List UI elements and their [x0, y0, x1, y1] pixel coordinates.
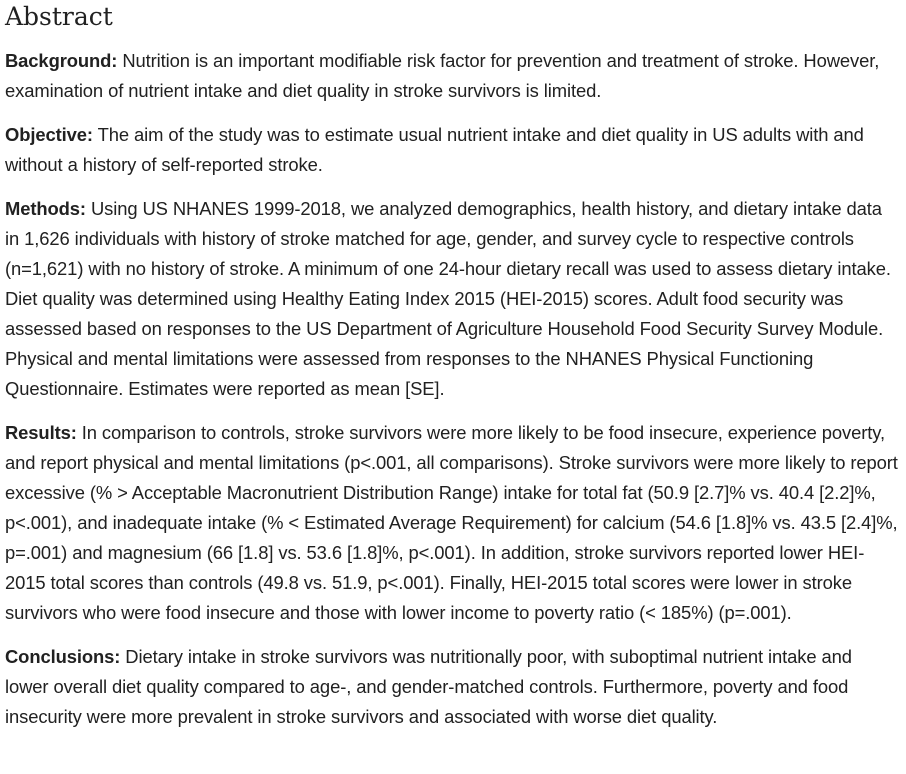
- abstract-section: [0, 2, 906, 732]
- conclusions-text: Dietary intake in stroke survivors was nutritionally poor, with suboptimal nutrient intake and lower overall diet quality compared to age-, and gender-matched controls. Furthermore, poverty and food insecurity were more prevalent in stroke survivors and associated with worse diet quality.: [5, 646, 852, 727]
- background-paragraph: [5, 46, 900, 106]
- background-label: Background:: [5, 50, 118, 71]
- abstract-heading: Abstract: [5, 2, 113, 31]
- background-text: Nutrition is an important modifiable risk factor for prevention and treatment of stroke. However, examination of nutrient intake and diet quality in stroke survivors is limited.: [5, 50, 880, 101]
- results-text: In comparison to controls, stroke survivors were more likely to be food insecure, experience poverty, and report physical and mental limitations (p<.001, all comparisons). Stroke survivors were more likely to report excessive (% > Acceptable Macronutrient Distribution Range) intake for total fat (50.9 [2.7]% vs. 40.4 [2.2]%, p<.001), and inadequate intake (% < Estimated Average Requirement) for calcium (54.6 [1.8]% vs. 43.5 [2.4]%, p=.001) and magnesium (66 [1.8] vs. 53.6 [1.8]%, p<.001). In addition, stroke survivors reported lower HEI-2015 total scores than controls (49.8 vs. 51.9, p<.001). Finally, HEI-2015 total scores were lower in stroke survivors who were food insecure and those with lower income to poverty ratio (< 185%) (p=.001).: [5, 422, 898, 623]
- methods-label: Methods:: [5, 198, 86, 219]
- conclusions-label: Conclusions:: [5, 646, 121, 667]
- methods-paragraph: [5, 194, 900, 404]
- objective-label: Objective:: [5, 124, 93, 145]
- results-paragraph: [5, 418, 900, 628]
- objective-paragraph: [5, 120, 900, 180]
- objective-text: The aim of the study was to estimate usual nutrient intake and diet quality in US adults with and without a history of self-reported stroke.: [5, 124, 864, 175]
- conclusions-paragraph: [5, 642, 900, 732]
- methods-text: Using US NHANES 1999-2018, we analyzed demographics, health history, and dietary intake data in 1,626 individuals with history of stroke matched for age, gender, and survey cycle to respective controls (n=1,621) with no history of stroke. A minimum of one 24-hour dietary recall was used to assess dietary intake. Diet quality was determined using Healthy Eating Index 2015 (HEI-2015) scores. Adult food security was assessed based on responses to the US Department of Agriculture Household Food Security Survey Module. Physical and mental limitations were assessed from responses to the NHANES Physical Functioning Questionnaire. Estimates were reported as mean [SE].: [5, 198, 891, 399]
- results-label: Results:: [5, 422, 77, 443]
